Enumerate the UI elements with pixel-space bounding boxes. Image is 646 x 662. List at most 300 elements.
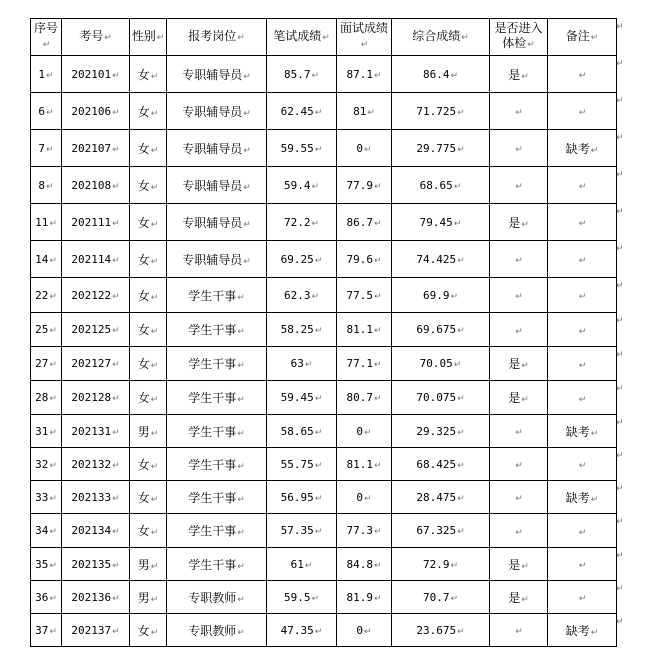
cell-gender (130, 581, 167, 614)
cell-exam-id (62, 93, 130, 130)
cell-note (548, 347, 617, 381)
paragraph-mark: ↵ (46, 107, 54, 118)
cell-written-score (267, 167, 337, 204)
cell-value: 202132 (71, 457, 112, 471)
cell-physical-exam (490, 167, 548, 204)
paragraph-mark: ↵ (46, 181, 54, 192)
cell-total-score (392, 415, 490, 448)
cell-value: 是 (508, 391, 521, 405)
table-row (31, 614, 617, 647)
paragraph-mark: ↵ (150, 108, 159, 119)
paragraph-mark: ↵ (373, 70, 382, 81)
cell-position (167, 278, 267, 313)
cell-value: 202107 (71, 141, 112, 155)
header-label: 笔试成绩 (273, 28, 322, 43)
row-end-mark: ↵ (616, 451, 624, 461)
paragraph-mark: ↵ (457, 427, 465, 438)
paragraph-mark: ↵ (49, 560, 57, 571)
paragraph-mark: ↵ (237, 428, 245, 439)
cell-value: 85.7 (283, 67, 311, 81)
cell-value: 学生干事 (188, 424, 237, 439)
paragraph-mark: ↵ (450, 593, 459, 604)
cell-position (167, 347, 267, 381)
cell-value: 女 (137, 141, 150, 156)
cell-value: 专职教师 (188, 623, 237, 638)
row-end-mark: ↵ (616, 22, 624, 32)
cell-value: 55.75 (280, 457, 314, 471)
paragraph-mark: ↵ (521, 71, 529, 82)
paragraph-mark: ↵ (237, 32, 245, 43)
cell-written-score (267, 56, 337, 93)
paragraph-mark: ↵ (112, 493, 120, 504)
paragraph-mark: ↵ (150, 71, 159, 82)
row-end-mark: ↵ (616, 617, 624, 627)
cell-total-score (392, 313, 490, 347)
row-end-mark: ↵ (616, 484, 624, 494)
cell-exam-id (62, 448, 130, 481)
cell-interview-score (337, 167, 392, 204)
paragraph-mark: ↵ (112, 144, 120, 155)
paragraph-mark: ↵ (150, 494, 159, 505)
paragraph-mark: ↵ (112, 107, 120, 118)
paragraph-mark: ↵ (150, 145, 159, 156)
cell-value: 62.3 (283, 288, 311, 302)
cell-value: 202106 (71, 104, 112, 118)
cell-value: 学生干事 (188, 357, 237, 371)
table-row (31, 204, 617, 241)
cell-value: 77.5 (346, 288, 373, 302)
cell-position (167, 614, 267, 647)
cell-seq (31, 241, 62, 278)
paragraph-mark: ↵ (112, 291, 120, 302)
cell-exam-id (62, 241, 130, 278)
cell-written-score (267, 614, 337, 647)
cell-written-score (267, 581, 337, 614)
cell-value: 81.9 (346, 590, 373, 604)
header-label: 面试成绩 (339, 21, 388, 35)
cell-value: 27 (35, 357, 49, 370)
cell-interview-score (337, 514, 392, 548)
cell-exam-id (62, 548, 130, 581)
header-physical-exam (490, 19, 548, 56)
cell-written-score (267, 130, 337, 167)
header-label: 备注 (565, 28, 590, 43)
cell-value: 202135 (71, 557, 112, 571)
paragraph-mark: ↵ (150, 219, 159, 230)
paragraph-mark: ↵ (515, 461, 523, 471)
paragraph-mark: ↵ (515, 182, 523, 192)
cell-interview-score (337, 204, 392, 241)
paragraph-mark: ↵ (237, 361, 245, 371)
cell-interview-score (337, 448, 392, 481)
cell-value: 202133 (71, 490, 112, 504)
paragraph-mark: ↵ (373, 218, 382, 229)
paragraph-mark: ↵ (515, 428, 523, 438)
paragraph-mark: ↵ (457, 527, 465, 537)
cell-value: 专职辅导员 (182, 104, 243, 119)
header-total-score (392, 19, 490, 56)
cell-value: 学生干事 (188, 557, 237, 572)
paragraph-mark: ↵ (314, 527, 323, 537)
paragraph-mark: ↵ (112, 181, 120, 192)
paragraph-mark: ↵ (578, 256, 587, 266)
paragraph-mark: ↵ (243, 182, 251, 193)
header-label: 综合成绩 (412, 28, 461, 43)
table-row (31, 415, 617, 448)
cell-exam-id (62, 278, 130, 313)
cell-total-score (392, 448, 490, 481)
paragraph-mark: ↵ (237, 494, 245, 505)
cell-interview-score (337, 614, 392, 647)
cell-value: 56.95 (280, 490, 314, 504)
cell-physical-exam (490, 313, 548, 347)
cell-written-score (267, 278, 337, 313)
paragraph-mark: ↵ (521, 219, 529, 230)
cell-value: 202137 (71, 623, 112, 637)
cell-exam-id (62, 614, 130, 647)
cell-value: 学生干事 (188, 323, 237, 337)
paragraph-mark: ↵ (46, 70, 54, 81)
cell-position (167, 448, 267, 481)
cell-value: 72.9 (422, 557, 450, 571)
cell-total-score (392, 241, 490, 278)
paragraph-mark: ↵ (578, 394, 587, 405)
cell-value: 87.1 (346, 67, 373, 81)
cell-written-score (267, 313, 337, 347)
paragraph-mark: ↵ (590, 428, 599, 439)
cell-interview-score (337, 278, 392, 313)
cell-total-score (392, 56, 490, 93)
cell-value: 29.775 (416, 141, 457, 155)
paragraph-mark: ↵ (373, 181, 382, 192)
row-end-mark: ↵ (616, 517, 624, 527)
cell-seq (31, 313, 62, 347)
paragraph-mark: ↵ (49, 360, 57, 370)
cell-value: 学生干事 (188, 490, 237, 505)
header-gender (130, 19, 167, 56)
table-row (31, 381, 617, 415)
paragraph-mark: ↵ (457, 326, 465, 336)
cell-value: 是 (508, 215, 521, 230)
row-end-mark: ↵ (616, 418, 624, 428)
cell-physical-exam (490, 415, 548, 448)
cell-value: 专职辅导员 (182, 178, 243, 193)
cell-gender (130, 167, 167, 204)
cell-exam-id (62, 481, 130, 514)
header-label: 考号 (79, 28, 104, 43)
cell-total-score (392, 514, 490, 548)
table-row (31, 481, 617, 514)
paragraph-mark: ↵ (150, 461, 159, 472)
paragraph-mark: ↵ (237, 395, 245, 405)
cell-value: 11 (35, 215, 49, 229)
cell-written-score (267, 347, 337, 381)
cell-seq (31, 514, 62, 548)
cell-value: 14 (35, 252, 49, 266)
cell-value: 女 (137, 490, 150, 505)
paragraph-mark: ↵ (450, 560, 459, 571)
cell-value: 71.725 (416, 104, 457, 118)
table-row (31, 278, 617, 313)
cell-value: 62.45 (280, 104, 314, 118)
cell-written-score (267, 548, 337, 581)
cell-value: 是 (508, 67, 521, 82)
paragraph-mark: ↵ (515, 256, 523, 266)
cell-seq (31, 167, 62, 204)
cell-written-score (267, 514, 337, 548)
cell-interview-score (337, 415, 392, 448)
cell-seq (31, 93, 62, 130)
cell-physical-exam (490, 381, 548, 415)
paragraph-mark: ↵ (521, 561, 529, 572)
cell-value: 84.8 (346, 557, 373, 571)
cell-value: 学生干事 (188, 457, 237, 472)
table-row (31, 93, 617, 130)
cell-value: 0 (356, 424, 364, 438)
paragraph-mark: ↵ (237, 528, 245, 538)
cell-value: 男 (137, 424, 150, 439)
paragraph-mark: ↵ (112, 218, 120, 229)
cell-value: 男 (137, 557, 150, 572)
paragraph-mark: ↵ (243, 256, 251, 267)
cell-written-score (267, 204, 337, 241)
paragraph-mark: ↵ (515, 627, 523, 637)
paragraph-mark: ↵ (112, 360, 120, 370)
cell-position (167, 415, 267, 448)
cell-gender (130, 130, 167, 167)
paragraph-mark: ↵ (578, 182, 587, 192)
cell-gender (130, 93, 167, 130)
cell-gender (130, 241, 167, 278)
cell-value: 79.45 (419, 215, 453, 229)
table-row (31, 581, 617, 614)
cell-note (548, 381, 617, 415)
cell-interview-score (337, 347, 392, 381)
cell-position (167, 93, 267, 130)
paragraph-mark: ↵ (515, 494, 523, 504)
row-end-mark: ↵ (616, 350, 624, 360)
cell-note (548, 614, 617, 647)
paragraph-mark: ↵ (373, 527, 382, 537)
cell-seq (31, 56, 62, 93)
paragraph-mark: ↵ (150, 561, 159, 572)
cell-value: 70.05 (419, 357, 453, 370)
paragraph-mark: ↵ (314, 144, 323, 155)
cell-value: 是 (508, 590, 521, 605)
row-end-mark: ↵ (616, 316, 624, 326)
paragraph-mark: ↵ (590, 32, 599, 43)
paragraph-mark: ↵ (373, 360, 382, 370)
paragraph-mark: ↵ (243, 145, 251, 156)
paragraph-mark: ↵ (373, 255, 382, 266)
cell-value: 74.425 (416, 252, 457, 266)
cell-value: 女 (137, 215, 150, 230)
cell-exam-id (62, 581, 130, 614)
cell-value: 女 (137, 178, 150, 193)
cell-value: 202128 (71, 391, 112, 404)
paragraph-mark: ↵ (150, 627, 159, 638)
cell-total-score (392, 481, 490, 514)
header-label: 序号 (33, 21, 58, 35)
cell-value: 女 (137, 288, 150, 303)
paragraph-mark: ↵ (314, 460, 323, 471)
cell-physical-exam (490, 347, 548, 381)
table-row (31, 313, 617, 347)
cell-value: 81.1 (346, 457, 373, 471)
header-seq (31, 19, 62, 56)
cell-value: 缺考 (565, 141, 590, 156)
paragraph-mark: ↵ (515, 145, 523, 155)
paragraph-mark: ↵ (457, 107, 465, 118)
cell-value: 女 (137, 457, 150, 472)
cell-value: 63 (290, 357, 304, 370)
cell-exam-id (62, 56, 130, 93)
paragraph-mark: ↵ (49, 394, 57, 404)
row-end-mark: ↵ (616, 281, 624, 291)
cell-value: 31 (35, 424, 49, 438)
header-position (167, 19, 267, 56)
cell-value: 61 (290, 557, 304, 571)
paragraph-mark: ↵ (373, 460, 382, 471)
cell-position (167, 313, 267, 347)
cell-seq (31, 448, 62, 481)
cell-total-score (392, 347, 490, 381)
cell-value: 80.7 (346, 391, 373, 404)
cell-value: 70.075 (416, 391, 457, 404)
paragraph-mark: ↵ (49, 527, 57, 537)
cell-value: 男 (137, 590, 150, 605)
cell-position (167, 481, 267, 514)
cell-gender (130, 415, 167, 448)
cell-value: 23.675 (416, 623, 457, 637)
paragraph-mark: ↵ (49, 626, 57, 637)
cell-value: 0 (356, 490, 364, 504)
cell-gender (130, 56, 167, 93)
paragraph-mark: ↵ (237, 594, 245, 605)
cell-note (548, 415, 617, 448)
cell-value: 专职教师 (188, 590, 237, 605)
table-row (31, 448, 617, 481)
cell-value: 学生干事 (188, 288, 237, 303)
paragraph-mark: ↵ (311, 70, 320, 81)
paragraph-mark: ↵ (521, 361, 529, 371)
cell-physical-exam (490, 93, 548, 130)
paragraph-mark: ↵ (150, 594, 159, 605)
paragraph-mark: ↵ (156, 32, 165, 43)
paragraph-mark: ↵ (112, 593, 120, 604)
cell-value: 0 (356, 141, 364, 155)
paragraph-mark: ↵ (49, 493, 57, 504)
table-row (31, 514, 617, 548)
paragraph-mark: ↵ (521, 594, 529, 605)
paragraph-mark: ↵ (112, 427, 120, 438)
cell-seq (31, 204, 62, 241)
paragraph-mark: ↵ (112, 70, 120, 81)
paragraph-mark: ↵ (311, 181, 320, 192)
paragraph-mark: ↵ (49, 593, 57, 604)
paragraph-mark: ↵ (237, 561, 245, 572)
paragraph-mark: ↵ (112, 326, 120, 336)
cell-total-score (392, 167, 490, 204)
paragraph-mark: ↵ (112, 460, 120, 471)
cell-value: 79.6 (346, 252, 373, 266)
paragraph-mark: ↵ (314, 394, 323, 404)
header-label: 报考岗位 (188, 28, 237, 43)
table-row (31, 56, 617, 93)
header-note (548, 19, 617, 56)
cell-value: 59.5 (283, 590, 311, 604)
cell-note (548, 581, 617, 614)
paragraph-mark: ↵ (314, 626, 323, 637)
cell-physical-exam (490, 130, 548, 167)
cell-interview-score (337, 93, 392, 130)
cell-total-score (392, 278, 490, 313)
cell-value: 47.35 (280, 623, 314, 637)
cell-value: 缺考 (565, 623, 590, 638)
paragraph-mark: ↵ (373, 394, 382, 404)
cell-note (548, 278, 617, 313)
paragraph-mark: ↵ (578, 594, 587, 604)
paragraph-mark: ↵ (112, 527, 120, 537)
paragraph-mark: ↵ (49, 291, 57, 302)
table-row (31, 167, 617, 204)
row-end-mark: ↵ (616, 96, 624, 106)
paragraph-mark: ↵ (150, 182, 159, 193)
cell-physical-exam (490, 204, 548, 241)
cell-value: 女 (137, 252, 150, 267)
paragraph-mark: ↵ (314, 255, 323, 266)
paragraph-mark: ↵ (515, 527, 523, 538)
paragraph-mark: ↵ (46, 144, 54, 155)
paragraph-mark: ↵ (243, 108, 251, 119)
cell-physical-exam (490, 448, 548, 481)
paragraph-mark: ↵ (590, 145, 599, 156)
cell-value: 202127 (71, 357, 112, 370)
table-row (31, 347, 617, 381)
cell-written-score (267, 381, 337, 415)
cell-total-score (392, 93, 490, 130)
cell-value: 202111 (71, 215, 112, 229)
paragraph-mark: ↵ (578, 108, 587, 118)
cell-note (548, 548, 617, 581)
paragraph-mark: ↵ (457, 493, 465, 504)
paragraph-mark: ↵ (457, 460, 465, 471)
cell-position (167, 548, 267, 581)
cell-exam-id (62, 381, 130, 415)
cell-note (548, 313, 617, 347)
cell-value: 女 (137, 323, 150, 337)
cell-gender (130, 614, 167, 647)
cell-value: 81 (353, 104, 367, 118)
paragraph-mark: ↵ (373, 560, 382, 571)
paragraph-mark: ↵ (515, 326, 523, 337)
cell-gender (130, 204, 167, 241)
cell-note (548, 130, 617, 167)
paragraph-mark: ↵ (453, 360, 462, 370)
cell-seq (31, 278, 62, 313)
cell-value: 女 (137, 357, 150, 371)
cell-interview-score (337, 313, 392, 347)
row-end-mark: ↵ (616, 551, 624, 561)
paragraph-mark: ↵ (311, 291, 320, 302)
cell-value: 32 (35, 457, 49, 471)
paragraph-mark: ↵ (453, 181, 462, 192)
cell-interview-score (337, 548, 392, 581)
cell-value: 37 (35, 623, 49, 637)
cell-seq (31, 130, 62, 167)
cell-value: 68.65 (419, 178, 453, 192)
header-exam-id (62, 19, 130, 56)
